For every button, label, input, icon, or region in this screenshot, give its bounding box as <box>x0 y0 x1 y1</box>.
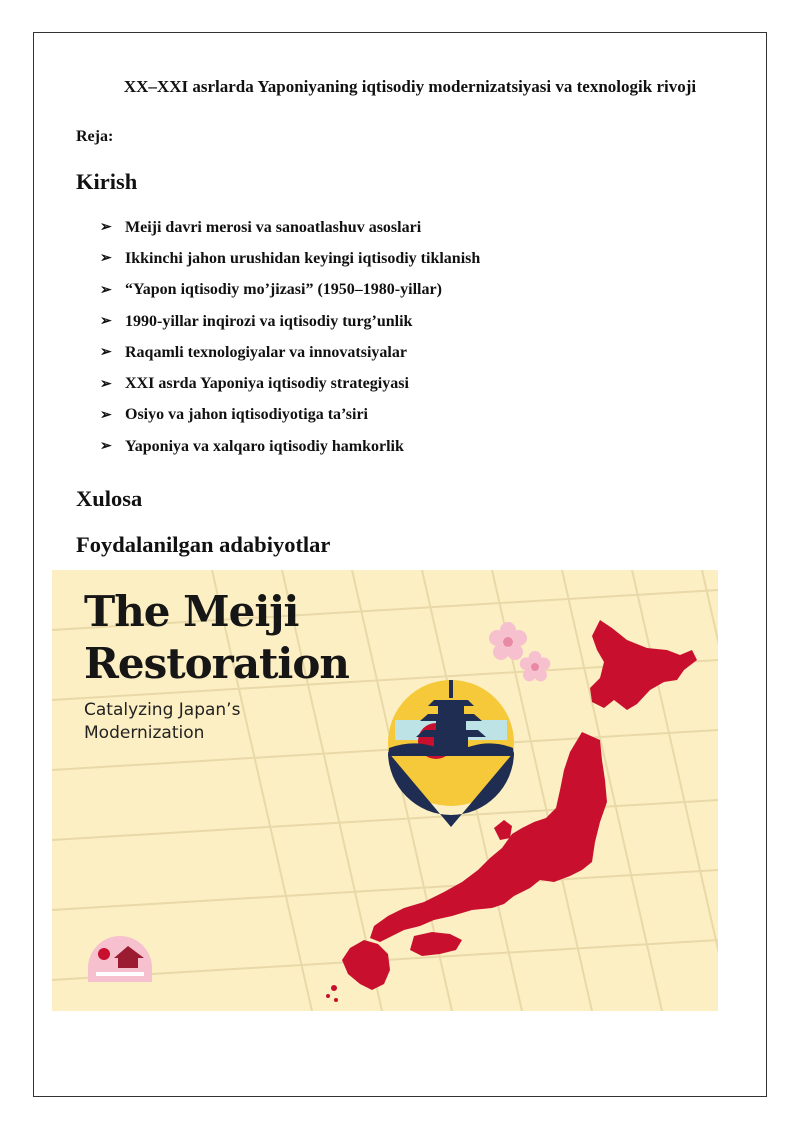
japan-map-icon <box>326 620 697 1002</box>
arrowhead-bullet-icon: ➢ <box>100 407 112 423</box>
plan-item: ➢ “Yapon iqtisodiy mo’jizasi” (1950–1980-yillar) <box>100 281 442 299</box>
intro-heading: Kirish <box>76 169 138 194</box>
plan-item: ➢ Osiyo va jahon iqtisodiyotiga ta’siri <box>100 406 368 424</box>
conclusion-heading: Xulosa <box>76 486 143 511</box>
arrowhead-bullet-icon: ➢ <box>100 345 112 361</box>
plan-item: ➢ Raqamli texnologiyalar va innovatsiyalar <box>100 343 407 361</box>
banner-title: The Meiji Restoration <box>84 587 349 688</box>
arrowhead-bullet-icon: ➢ <box>100 282 112 298</box>
document-title: XX–XXI asrlarda Yaponiyaning iqtisodiy modernizatsiyasi va texnologik rivoji <box>123 77 697 96</box>
arrowhead-bullet-icon: ➢ <box>100 376 112 392</box>
cherry-blossom-icon <box>489 622 550 681</box>
meiji-restoration-banner-image <box>52 570 718 1011</box>
plan-list <box>100 212 480 462</box>
arrowhead-bullet-icon: ➢ <box>100 220 112 236</box>
plan-item: ➢ Meiji davri merosi va sanoatlashuv asoslari <box>100 218 422 236</box>
banner-subtitle: Catalyzing Japan’s Modernization <box>84 700 241 743</box>
plan-item: ➢ Ikkinchi jahon urushidan keyingi iqtisodiy tiklanish <box>100 249 481 267</box>
plan-item: ➢ XXI asrda Yaponiya iqtisodiy strategiyasi <box>100 375 409 393</box>
arrowhead-bullet-icon: ➢ <box>100 314 112 330</box>
references-heading: Foydalanilgan adabiyotlar <box>76 532 331 557</box>
small-temple-logo-icon <box>88 936 152 982</box>
plan-item: ➢ 1990-yillar inqirozi va iqtisodiy turg’unlik <box>100 312 413 330</box>
plan-item: ➢ Yaponiya va xalqaro iqtisodiy hamkorlik <box>100 437 404 455</box>
pagoda-location-pin-icon <box>388 680 514 827</box>
arrowhead-bullet-icon: ➢ <box>100 439 112 455</box>
plan-label: Reja: <box>76 128 114 145</box>
arrowhead-bullet-icon: ➢ <box>100 251 112 267</box>
